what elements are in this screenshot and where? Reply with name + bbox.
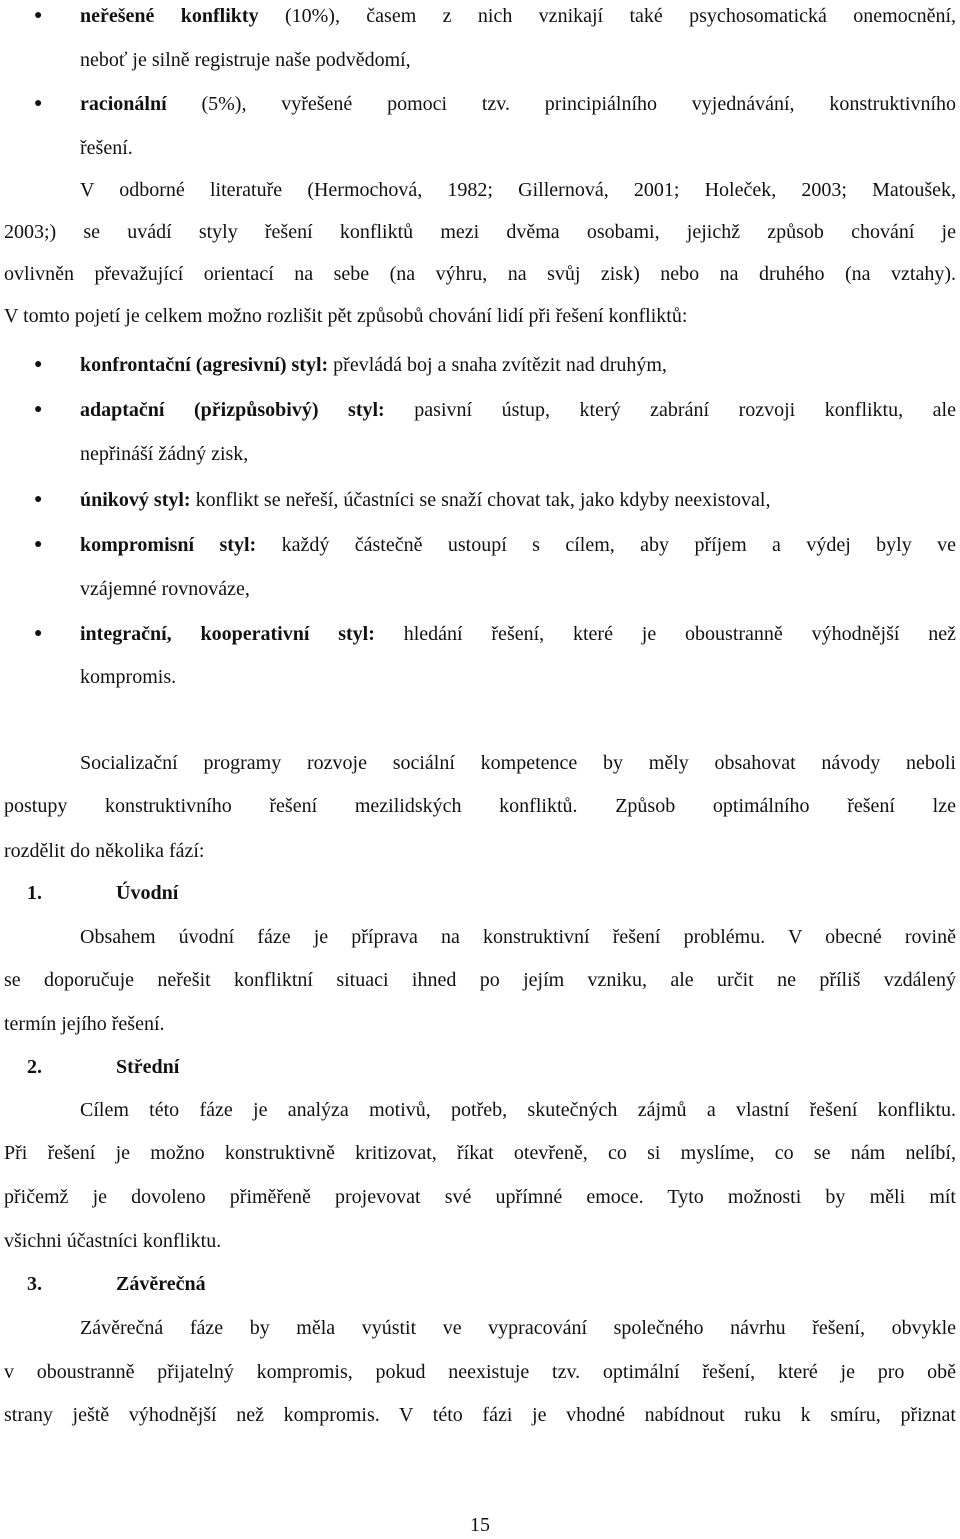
bullet-term: neřešené konflikty <box>80 5 259 27</box>
paragraph-line: 2003;) se uvádí styly řešení konfliktů mezi dvěma osobami, jejichž způsob chování je <box>4 221 956 243</box>
page-number: 15 <box>470 1514 490 1536</box>
paragraph-line: postupy konstruktivního řešení mezilidských konfliktů. Způsob optimálního řešení lze <box>4 795 956 817</box>
bullet-item-conflicts-unresolved <box>4 0 956 32</box>
paragraph-line: přičemž je dovoleno přiměřeně projevovat své upřímné emoce. Tyto možnosti by měli mít <box>4 1186 956 1208</box>
style-item-adaptive-cont: nepřináší žádný zisk, <box>80 443 249 465</box>
paragraph-line: V odborné literatuře (Hermochová, 1982; Gillernová, 2001; Holeček, 2003; Matoušek, <box>80 179 956 201</box>
style-item-compromise <box>4 529 956 561</box>
bullet-term: racionální <box>80 93 167 115</box>
style-item-confrontational <box>4 349 956 381</box>
document-page <box>4 0 956 1537</box>
bullet-item-conflicts-unresolved-cont: neboť je silně registruje naše podvědomí, <box>80 49 411 71</box>
paragraph-line: Obsahem úvodní fáze je příprava na konstruktivní řešení problému. V obecné rovině <box>80 926 956 948</box>
bullet-icon: ● <box>34 626 43 641</box>
paragraph-line: Při řešení je možno konstruktivně kritizovat, říkat otevřeně, co si myslíme, co se nám nelíbí, <box>4 1142 956 1164</box>
phase-title: Střední <box>116 1056 180 1078</box>
style-term: únikový styl: <box>80 489 191 511</box>
paragraph-line: Socializační programy rozvoje sociální kompetence by měly obsahovat návody neboli <box>80 752 956 774</box>
paragraph-line: Cílem této fáze je analýza motivů, potřeb, skutečných zájmů a vlastní řešení konfliktu. <box>80 1099 956 1121</box>
style-description: konflikt se neřeší, účastníci se snaží chovat tak, jako kdyby neexistoval, <box>190 489 771 511</box>
bullet-rest: (5%), vyřešené pomoci tzv. principiálního vyjednávání, konstruktivního <box>166 93 956 115</box>
paragraph-line: Závěrečná fáze by měla vyústit ve vypracování společného návrhu řešení, obvykle <box>80 1317 956 1339</box>
bullet-item-rational-cont: řešení. <box>80 137 133 159</box>
phase-heading-final <box>4 1268 956 1300</box>
bullet-icon: ● <box>34 357 43 372</box>
paragraph-line: ovlivněn převažující orientací na sebe (na výhru, na svůj zisk) nebo na druhého (na vztahy). <box>4 263 956 285</box>
style-term: konfrontační (agresivní) styl: <box>80 354 329 376</box>
bullet-icon: ● <box>34 96 43 111</box>
style-description: převládá boj a snaha zvítězit nad druhým, <box>328 354 667 376</box>
style-term: kompromisní styl: <box>80 534 257 556</box>
phase-number: 3. <box>27 1273 42 1295</box>
phase-heading-intro <box>4 877 956 909</box>
bullet-icon: ● <box>34 8 43 23</box>
paragraph-line: rozdělit do několika fází: <box>4 840 205 862</box>
paragraph-line: se doporučuje neřešit konfliktní situaci ihned po jejím vzniku, ale určit ne příliš vzdálený <box>4 969 956 991</box>
bullet-icon: ● <box>34 402 43 417</box>
paragraph-line: termín jejího řešení. <box>4 1013 165 1035</box>
style-description: pasivní ústup, který zabrání rozvoji konfliktu, ale <box>384 399 956 421</box>
style-description: hledání řešení, které je oboustranně výhodnější než <box>374 623 956 645</box>
bullet-icon: ● <box>34 492 43 507</box>
paragraph-line: strany ještě výhodnější než kompromis. V této fázi je vhodné nabídnout ruku k smíru, přiznat <box>4 1404 956 1426</box>
paragraph-line: v oboustranně přijatelný kompromis, pokud neexistuje tzv. optimální řešení, které je pro obě <box>4 1361 956 1383</box>
style-item-avoidant <box>4 484 956 516</box>
phase-number: 2. <box>27 1056 42 1078</box>
phase-number: 1. <box>27 882 42 904</box>
bullet-item-rational <box>4 88 956 120</box>
paragraph-line: všichni účastníci konfliktu. <box>4 1230 222 1252</box>
style-item-adaptive <box>4 394 956 426</box>
phase-heading-middle <box>4 1051 956 1083</box>
style-item-integrative <box>4 618 956 650</box>
style-description: každý částečně ustoupí s cílem, aby příjem a výdej byly ve <box>256 534 956 556</box>
phase-title: Úvodní <box>116 882 179 904</box>
style-item-compromise-cont: vzájemné rovnováze, <box>80 578 250 600</box>
style-term: integrační, kooperativní styl: <box>80 623 375 645</box>
bullet-icon: ● <box>34 537 43 552</box>
paragraph-line: V tomto pojetí je celkem možno rozlišit pět způsobů chování lidí při řešení konfliktů: <box>4 305 688 327</box>
phase-title: Závěrečná <box>116 1273 206 1295</box>
bullet-rest: (10%), časem z nich vznikají také psychosomatická onemocnění, <box>258 5 956 27</box>
style-item-integrative-cont: kompromis. <box>80 666 177 688</box>
style-term: adaptační (přizpůsobivý) styl: <box>80 399 385 421</box>
